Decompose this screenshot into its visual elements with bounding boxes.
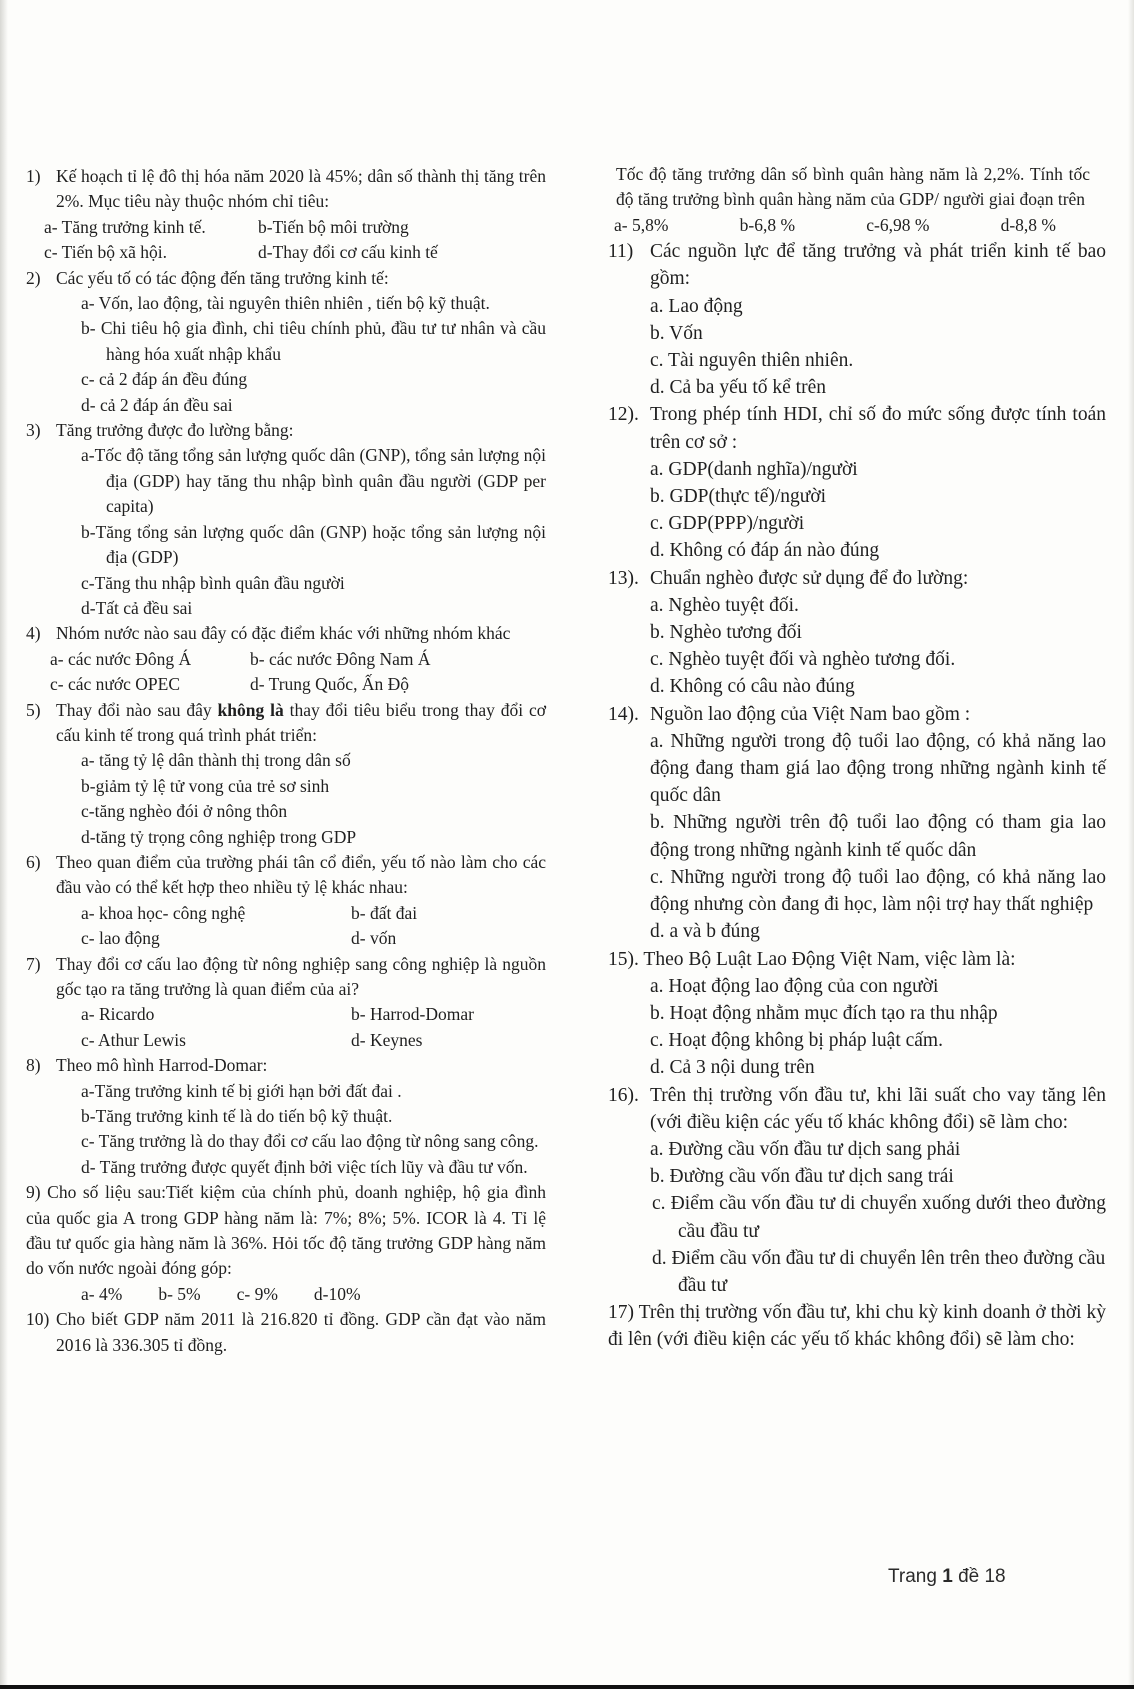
question-10 [26,1307,546,1358]
question-15 [608,946,1106,973]
question-text: Theo mô hình Harrod-Domar: [56,1055,268,1076]
page-number: 1 [942,1566,953,1587]
option-b: b- các nước Đông Nam Á [250,648,431,669]
option-d: d-8,8 % [1000,214,1056,235]
option-c: c. Những người trong độ tuổi lao động, có khả năng lao động nhưng còn đang đi học, làm nội trợ hay thất nghiệp [650,866,1106,916]
question-text: Trên thị trường vốn đầu tư, khi chu kỳ kinh doanh ở thời kỳ đi lên (với điều kiện các yếu tố khác không đổi) sẽ làm cho: [608,1302,1107,1351]
question-text: Tốc độ tăng trưởng dân số bình quân hàng năm là 2,2%. Tính tốc độ tăng trưởng bình quân hàng năm của GDP/ người giai đoạn trên [616,164,1090,210]
question-number: 17) [608,1302,634,1324]
question-number: 4) [26,623,41,644]
option-a: a- 4% [81,1283,123,1304]
page-footer [888,1566,1006,1588]
option-c: c. GDP(PPP)/người [650,513,805,535]
option-b: b. Hoạt động nhằm mục đích tạo ra thu nhập [650,1002,998,1024]
option-b: b- Chi tiêu hộ gia đình, chi tiêu chính phủ, đầu tư tư nhân và cầu hàng hóa xuất nhập khẩu [81,318,546,364]
option-c: c. Điểm cầu vốn đầu tư di chuyển xuống dưới theo đường cầu đầu tư [652,1193,1106,1242]
option-c: c. Nghèo tuyệt đối và nghèo tương đối. [650,649,956,671]
question-text: Thay đổi cơ cấu lao động từ nông nghiệp sang công nghiệp là nguồn gốc tạo ra tăng trưởng là quan điểm của ai? [56,953,546,999]
question-number: 15). [608,948,639,970]
option-b: b- Harrod-Domar [351,1004,474,1025]
option-b: b-Tăng tổng sản lượng quốc dân (GNP) hoặc tổng sản lượng nội địa (GDP) [81,521,546,568]
question-6-options-ab [26,901,546,926]
question-4-options-cd [26,672,546,697]
option-b: b-Tiến bộ môi trường [258,216,409,237]
option-c: c- lao động [81,928,160,949]
question-number: 10) [26,1309,50,1330]
question-9-options [26,1282,546,1307]
question-8 [26,1053,546,1078]
question-text-post: thay đổi tiêu biểu trong thay đổi cơ cấu kinh tế trong quá trình phát triển: [56,699,546,745]
question-number: 7) [26,953,41,974]
option-a: a- Vốn, lao động, tài nguyên thiên nhiên , tiến bộ kỹ thuật. [81,293,490,314]
question-text: Tăng trưởng được đo lường bằng: [56,420,294,441]
option-c: c-tăng nghèo đói ở nông thôn [81,801,288,822]
option-b: b- đất đai [351,902,418,923]
question-number: 9) [26,1182,41,1203]
right-column [608,162,1106,1354]
question-text: Chuẩn nghèo được sử dụng để đo lường: [650,567,969,589]
option-c: c- cả 2 đáp án đều đúng [81,369,248,390]
option-b: b. Vốn [650,322,703,344]
question-text-emphasis: không là [217,699,284,720]
footer-suffix: đề 18 [958,1566,1006,1587]
question-4 [26,621,546,646]
question-text: Kế hoạch tỉ lệ đô thị hóa năm 2020 là 45%; dân số thành thị tăng trên 2%. Mục tiêu này thuộc nhóm chỉ tiêu: [56,166,546,212]
question-text: Các nguồn lực để tăng trưởng và phát triển kinh tế bao gồm: [650,241,1106,290]
question-text: Cho số liệu sau:Tiết kiệm của chính phủ, doanh nghiệp, hộ gia đình của quốc gia A trong GDP hàng năm là: 7%; 8%; 5%. ICOR là 4. Tỉ lệ đầu tư quốc gia hàng năm là 36%. Hỏi tốc độ tăng trưởng GDP hàng năm do vốn nước ngoài đóng góp: [26,1182,547,1279]
option-b: b. Nghèo tương đối [650,622,802,644]
option-d: d. Không có câu nào đúng [650,676,855,698]
question-2 [26,266,546,291]
option-a: a. Nghèo tuyệt đối. [650,594,799,616]
option-b: b-giảm tỷ lệ tử vong của trẻ sơ sinh [81,775,330,796]
question-7-options-ab [26,1002,546,1027]
question-number: 12). [608,404,639,426]
option-d: d-tăng tỷ trọng công nghiệp trong GDP [81,826,357,847]
option-a: a- tăng tỷ lệ dân thành thị trong dân số [81,750,351,771]
question-10-continued [608,162,1106,213]
question-3 [26,418,546,443]
option-c: c. Tài nguyên thiên nhiên. [650,350,854,372]
question-text: Các yếu tố có tác động đến tăng trưởng kinh tế: [56,267,389,288]
question-number: 6) [26,851,41,872]
option-b: b-Tăng trưởng kinh tế là do tiến bộ kỹ thuật. [81,1106,393,1127]
question-text: Trên thị trường vốn đầu tư, khi lãi suất cho vay tăng lên (với điều kiện các yếu tố khác không đổi) sẽ làm cho: [650,1084,1106,1133]
question-5 [26,698,546,749]
option-d: d-Thay đổi cơ cấu kinh tế [258,242,438,263]
question-11 [608,238,1106,292]
scan-edge-right [1128,0,1134,1689]
option-a: a. Những người trong độ tuổi lao động, có khả năng lao động đang tham giá lao động trong những ngành kinh tế quốc dân [650,730,1106,807]
question-number: 11) [608,241,634,263]
question-9 [26,1180,546,1282]
option-c: c-Tăng thu nhập bình quân đầu người [81,572,345,593]
question-16 [608,1082,1106,1136]
question-number: 5) [26,699,41,720]
option-c: c. Hoạt động không bị pháp luật cấm. [650,1030,943,1052]
option-c: c- Tiến bộ xã hội. [44,242,167,263]
question-1-options-ab [26,215,546,240]
scan-edge-left [0,0,8,1689]
option-d: d-Tất cả đều sai [81,597,193,618]
option-b: b. GDP(thực tế)/người [650,486,827,508]
question-1-options-cd [26,240,546,265]
option-a: a- Tăng trưởng kinh tế. [44,216,206,237]
question-number: 16). [608,1084,639,1106]
option-c: c- các nước OPEC [50,674,181,695]
question-7-options-cd [26,1028,546,1053]
option-c: c- Athur Lewis [81,1029,186,1050]
option-d: d- Keynes [351,1029,423,1050]
question-1 [26,164,546,215]
option-a: a- Ricardo [81,1004,155,1025]
question-12 [608,401,1106,455]
option-c: c-6,98 % [866,214,930,235]
question-number: 8) [26,1055,41,1076]
option-b: b- 5% [158,1283,201,1304]
option-d: d- Tăng trưởng được quyết định bởi việc tích lũy và đầu tư vốn. [81,1156,528,1177]
question-text: Theo Bộ Luật Lao Động Việt Nam, việc làm là: [643,948,1016,970]
option-d: d. a và b đúng [650,921,760,943]
option-b: b. Đường cầu vốn đầu tư dịch sang trái [650,1166,954,1188]
question-13 [608,565,1106,592]
option-a: a-Tăng trưởng kinh tế bị giới hạn bởi đất đai . [81,1080,402,1101]
option-a: a- các nước Đông Á [50,648,192,669]
question-6-options-cd [26,926,546,951]
question-number: 2) [26,267,41,288]
option-a: a. Hoạt động lao động của con người [650,975,939,997]
question-text: Nguồn lao động của Việt Nam bao gồm : [650,703,971,725]
question-text: Trong phép tính HDI, chỉ số đo mức sống được tính toán trên cơ sở : [650,404,1106,453]
option-b: b-6,8 % [739,214,796,235]
option-d: d. Cả ba yếu tố kể trên [650,377,826,399]
option-d: d- vốn [351,928,397,949]
left-column [26,164,546,1358]
question-number: 3) [26,420,41,441]
question-14 [608,701,1106,728]
question-4-options-ab [26,647,546,672]
footer-label: Trang [888,1566,937,1587]
option-d: d- Trung Quốc, Ấn Độ [250,674,409,695]
option-a: a- 5,8% [614,214,669,235]
scan-edge-bottom [0,1685,1134,1689]
option-d: d-10% [313,1283,361,1304]
question-text: Theo quan điểm của trường phái tân cổ điển, yếu tố nào làm cho các đầu vào có thể kết hợp theo nhiều tỷ lệ khác nhau: [56,851,546,898]
option-c: c- Tăng trưởng là do thay đổi cơ cấu lao động từ nông sang công. [81,1131,539,1152]
option-a: a. GDP(danh nghĩa)/người [650,458,858,480]
question-number: 14). [608,703,639,725]
option-d: d. Cả 3 nội dung trên [650,1057,815,1079]
option-d: d- cả 2 đáp án đều sai [81,394,233,415]
question-6 [26,850,546,901]
question-text: Cho biết GDP năm 2011 là 216.820 tỉ đồng. GDP cần đạt vào năm 2016 là 336.305 tỉ đồng. [56,1309,546,1355]
question-number: 13). [608,567,639,589]
option-b: b. Những người trên độ tuổi lao động có tham gia lao động trong những ngành kinh tế quốc dân [650,812,1106,861]
question-text: Nhóm nước nào sau đây có đặc điểm khác với những nhóm khác [56,623,511,644]
question-10-options [608,213,1106,238]
option-c: c- 9% [236,1283,278,1304]
question-text-pre: Thay đổi nào sau đây [56,699,218,720]
option-a: a. Đường cầu vốn đầu tư dịch sang phải [650,1138,961,1160]
option-d: d. Không có đáp án nào đúng [650,540,880,562]
question-number: 1) [26,166,41,186]
option-a: a. Lao động [650,295,743,317]
question-17 [608,1299,1106,1353]
option-d: d. Điểm cầu vốn đầu tư di chuyển lên trên theo đường cầu đầu tư [652,1247,1106,1296]
option-a: a-Tốc độ tăng tổng sản lượng quốc dân (GNP), tổng sản lượng nội địa (GDP) hay tăng thu nhập bình quân đầu người (GDP per capita) [81,445,546,517]
option-a: a- khoa học- công nghệ [81,902,246,923]
question-7 [26,952,546,1003]
